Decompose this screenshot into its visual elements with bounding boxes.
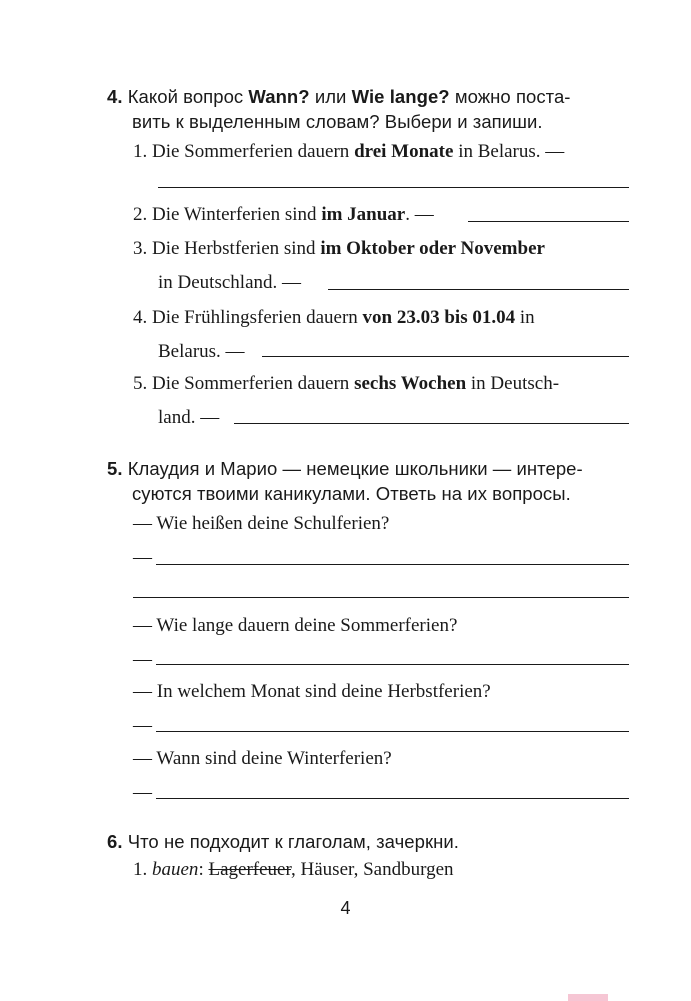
answer-dash: —	[133, 782, 152, 803]
ex4-item-2	[133, 203, 434, 227]
instruction-text: Что не подходит к глаголам, зачеркни.	[127, 831, 459, 852]
ex4-answer-line-4[interactable]	[262, 356, 629, 357]
item-text: in Deutsch-	[466, 373, 560, 394]
ex4-item-4-cont: Belarus. —	[158, 341, 245, 362]
ex5-answer-line-4[interactable]	[156, 798, 629, 799]
question-word-wie-lange: Wie lange?	[351, 86, 450, 107]
item-highlight: sechs Wochen	[354, 373, 467, 394]
item-highlight: von 23.03 bis 01.04	[362, 307, 516, 328]
item-number: 2.	[133, 204, 148, 225]
ex5-question-1: — Wie heißen deine Schulferien?	[133, 513, 390, 534]
question-word-wann: Wann?	[248, 86, 310, 107]
exercise-6-instruction	[107, 829, 637, 854]
ex5-question-2: — Wie lange dauern deine Sommerferien?	[133, 615, 458, 636]
ex4-item-4	[133, 306, 535, 330]
ex4-answer-line-1[interactable]	[158, 187, 629, 188]
instruction-text: суются твоими каникулами. Ответь на их вопросы.	[132, 483, 571, 504]
page-number: 4	[340, 898, 351, 918]
item-text: Die Frühlingsferien dauern	[152, 307, 363, 328]
ex4-answer-line-5[interactable]	[234, 423, 629, 424]
exercise-5-number: 5.	[107, 458, 123, 479]
item-text: :	[198, 859, 209, 880]
exercise-5-instruction	[107, 456, 637, 506]
item-text: Die Herbstferien sind	[152, 238, 321, 259]
item-number: 4.	[133, 307, 148, 328]
item-number: 3.	[133, 238, 148, 259]
ex4-item-5-cont: land. —	[158, 407, 220, 428]
item-highlight: drei Monate	[354, 141, 454, 162]
ex4-item-5	[133, 372, 559, 396]
exercise-4-number: 4.	[107, 86, 123, 107]
ex5-answer-line-2[interactable]	[156, 664, 629, 665]
answer-dash: —	[133, 715, 152, 736]
item-highlight: im Januar	[321, 204, 406, 225]
item-number: 1.	[133, 859, 148, 880]
item-number: 1.	[133, 141, 148, 162]
ex5-question-3: — In welchem Monat sind deine Herbstferien?	[133, 681, 491, 702]
ex4-item-1	[133, 140, 564, 164]
ex4-item-3-cont: in Deutschland. —	[158, 272, 302, 293]
answer-dash: —	[133, 547, 152, 568]
instruction-text: Какой вопрос	[127, 86, 249, 107]
answer-dash: —	[133, 649, 152, 670]
item-number: 5.	[133, 373, 148, 394]
verb: bauen	[152, 859, 199, 880]
item-text: in Belarus. —	[453, 141, 565, 162]
exercise-4-instruction	[107, 84, 637, 134]
instruction-text: можно поста-	[449, 86, 571, 107]
ex4-item-3	[133, 237, 545, 261]
item-text: Die Sommerferien dauern	[152, 141, 355, 162]
instruction-text: вить к выделенным словам? Выбери и запиши.	[132, 111, 543, 132]
ex5-answer-line-3[interactable]	[156, 731, 629, 732]
item-text: in	[515, 307, 535, 328]
item-text: Die Winterferien sind	[152, 204, 322, 225]
struck-word: Lagerfeuer	[208, 859, 292, 880]
ex4-answer-line-3[interactable]	[328, 289, 629, 290]
item-text: . —	[405, 204, 434, 225]
ex5-answer-line-1a[interactable]	[156, 564, 629, 565]
item-text: , Häuser, Sandburgen	[291, 859, 454, 880]
instruction-text: или	[309, 86, 352, 107]
ex5-answer-line-1b[interactable]	[133, 597, 629, 598]
item-highlight: im Oktober oder November	[320, 238, 545, 259]
exercise-6-number: 6.	[107, 831, 123, 852]
instruction-text: Клаудия и Марио — немецкие школьники — интере-	[127, 458, 583, 479]
ex6-item-1	[133, 858, 454, 882]
edge-mark	[568, 994, 608, 1001]
ex5-question-4: — Wann sind deine Winterferien?	[133, 748, 392, 769]
ex4-answer-line-2[interactable]	[468, 221, 629, 222]
item-text: Die Sommerferien dauern	[152, 373, 355, 394]
